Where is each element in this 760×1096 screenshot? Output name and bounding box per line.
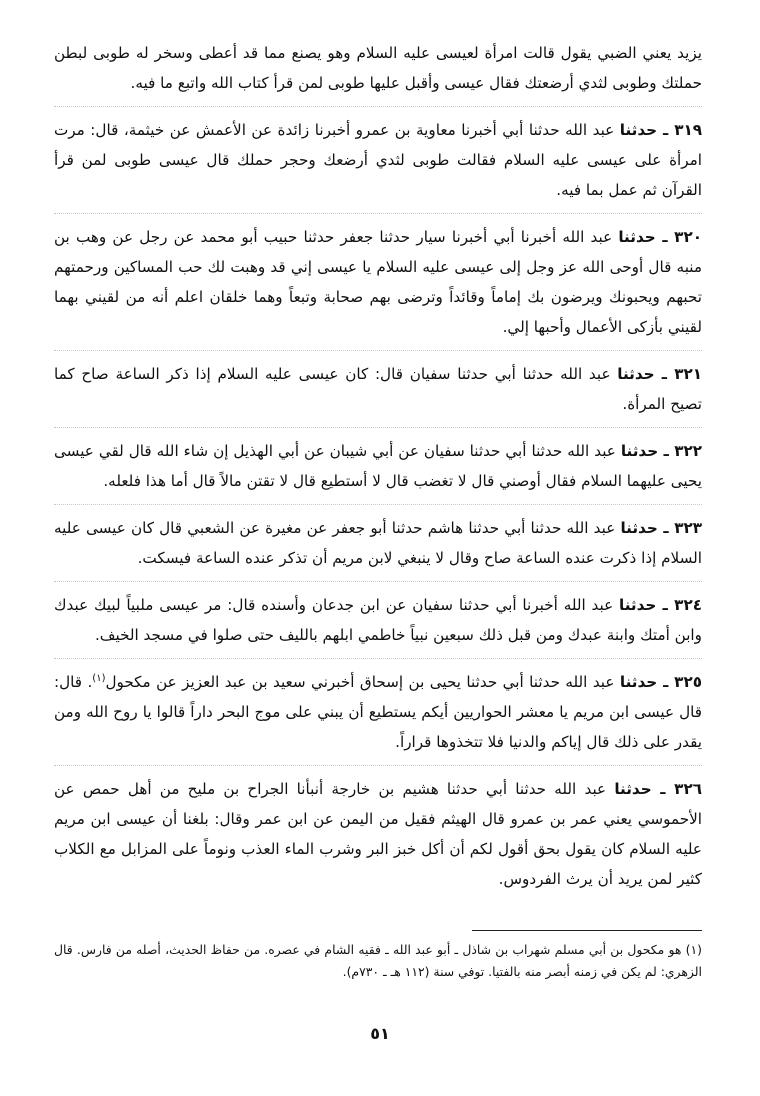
hadith-opening-word: حدثنا xyxy=(619,121,658,139)
hadith-opening-word: حدثنا xyxy=(619,596,657,614)
page-body xyxy=(54,38,702,902)
hadith-324 xyxy=(54,581,702,650)
page-number: ٥١ xyxy=(370,1024,390,1043)
hadith-text: عبد الله أخبرنا أبي أخبرنا سيار حدثنا جعفر حدثنا حبيب أبو محمد عن رجل عن وهب بن منبه قال أوحى الله عز وجل إلى عيسى عليه السلام يا عيسى إني قد وهبت لك حب المساكين ورحمتهم تحبهم ويحبونك ويرضون بك إماماً وقائداً وترضى بهم صحابة وتبعاً وهما خلقان اعلم أنه من لقيني بهما لقيني بأزكى الأعمال وأحبها إلي. xyxy=(54,228,702,336)
hadith-number: ٣٢٣ xyxy=(674,519,702,537)
hadith-number: ٣١٩ xyxy=(674,121,702,139)
hadith-opening-word: حدثنا xyxy=(614,780,652,798)
continuation-paragraph: يزيد يعني الضبي يقول قالت امرأة لعيسى عليه السلام وهو يصنع مما قد أعطى وسخر له طوبى لبطن حملتك وطوبى لثدي أرضعتك فقال عيسى وأقبل عليها طوبى لمن قرأ كتاب الله واتبع ما فيه. xyxy=(54,44,702,92)
footnotes-section xyxy=(54,930,702,983)
hadith-dash: ـ xyxy=(651,780,675,798)
hadith-text: عبد الله حدثنا أبي حدثنا سفيان قال: كان عيسى عليه السلام إذا ذكر الساعة صاح كما تصيح المرأة. xyxy=(54,365,702,413)
footnote-marker: (١) xyxy=(685,942,702,957)
hadith-325 xyxy=(54,658,702,757)
hadith-text: عبد الله حدثنا أبي حدثنا سفيان عن أبي شيبان عن أبي الهذيل إن شاء الله قال لقي عيسى يحيى عليهما السلام فقال أوصني قال لا تغضب قال لا أستطيع قال لا تقتن مالاً قال أما هذا فلعله. xyxy=(54,442,702,490)
hadith-text: عبد الله أخبرنا أبي حدثنا سفيان عن ابن جدعان وأسنده قال: مر عيسى ملبياً لبيك عبدك وابن أمتك وابنة عبدك ومن قبل ذلك سبعين نبياً خاطمي ابلهم بالليف حتى صلوا في مسجد الخيف. xyxy=(54,596,702,644)
hadith-dash: ـ xyxy=(657,519,675,537)
hadith-326 xyxy=(54,765,702,894)
hadith-text-before-footnote: عبد الله حدثنا أبي حدثنا يحيى بن إسحاق أخبرني سعيد بن عبد العزيز عن مكحول xyxy=(105,673,620,691)
hadith-number: ٣٢٤ xyxy=(674,596,702,614)
hadith-321 xyxy=(54,350,702,419)
hadith-number: ٣٢٠ xyxy=(674,228,702,246)
hadith-dash: ـ xyxy=(656,596,675,614)
hadith-322 xyxy=(54,427,702,496)
hadith-number: ٣٢٥ xyxy=(674,673,702,691)
hadith-dash: ـ xyxy=(657,673,675,691)
footnote-divider xyxy=(472,930,702,931)
hadith-opening-word: حدثنا xyxy=(620,519,658,537)
hadith-text: . قال: قال عيسى ابن مريم يا معشر الحواريين أيكم يستطيع أن يبني على موج البحر داراً قالوا يا روح الله ومن يقدر على ذلك قال إياكم والدنيا فلا تتخذوها قراراً. xyxy=(54,673,702,751)
hadith-opening-word: حدثنا xyxy=(620,442,659,460)
hadith-text: عبد الله حدثنا أبي أخبرنا معاوية بن عمرو أخبرنا زائدة عن الأعمش عن خيثمة، قال: مرت امرأة على عيسى عليه السلام فقالت طوبى لثدي أرضعك وحجر حملك قال عيسى طوبى لمن قرأ القرآن ثم عمل بما فيه. xyxy=(54,121,702,199)
hadith-323 xyxy=(54,504,702,573)
hadith-text: عبد الله حدثنا أبي حدثنا هشيم بن خارجة أنبأنا الجراح بن مليح من أهل حمص عن الأحموسي يعني عمر بن عمرو قال الهيثم فقيل من اليمن عن ابن عمر وقال: بلغنا أن عيسى ابن مريم عليه السلام كان يقول بحق أقول لكم أن أكل خبز البر وشرب الماء العذب ونوماً على المزابل مع الكلاب كثير لمن يريد أن يرث الفردوس. xyxy=(54,780,702,888)
hadith-opening-word: حدثنا xyxy=(618,228,656,246)
hadith-text: عبد الله حدثنا أبي حدثنا هاشم حدثنا أبو جعفر عن مغيرة عن الشعبي قال كان عيسى عليه السلام إذا ذكرت عنده الساعة صاح وقال لا ينبغي لابن مريم أن تذكر عنده الساعة فيسكت. xyxy=(54,519,702,567)
hadith-320 xyxy=(54,213,702,342)
hadith-number: ٣٢٦ xyxy=(674,780,702,798)
hadith-dash: ـ xyxy=(654,365,675,383)
hadith-dash: ـ xyxy=(658,442,675,460)
hadith-number: ٣٢١ xyxy=(674,365,702,383)
footnote-reference[interactable]: (١) xyxy=(92,672,106,684)
hadith-dash: ـ xyxy=(657,121,675,139)
hadith-opening-word: حدثنا xyxy=(617,365,655,383)
hadith-319 xyxy=(54,106,702,205)
footnote-1 xyxy=(54,939,702,983)
footnote-text: هو مكحول بن أبي مسلم شهراب بن شاذل ـ أبو عبد الله ـ فقيه الشام في عصره. من حفاظ الحديث، أصله من فارس. قال الزهري: لم يكن في زمنه أبصر منه بالفتيا. توفي سنة (١١٢ هـ ـ ٧٣٠م). xyxy=(54,942,702,979)
hadith-number: ٣٢٢ xyxy=(674,442,702,460)
hadith-opening-word: حدثنا xyxy=(619,673,658,691)
hadith-dash: ـ xyxy=(655,228,675,246)
